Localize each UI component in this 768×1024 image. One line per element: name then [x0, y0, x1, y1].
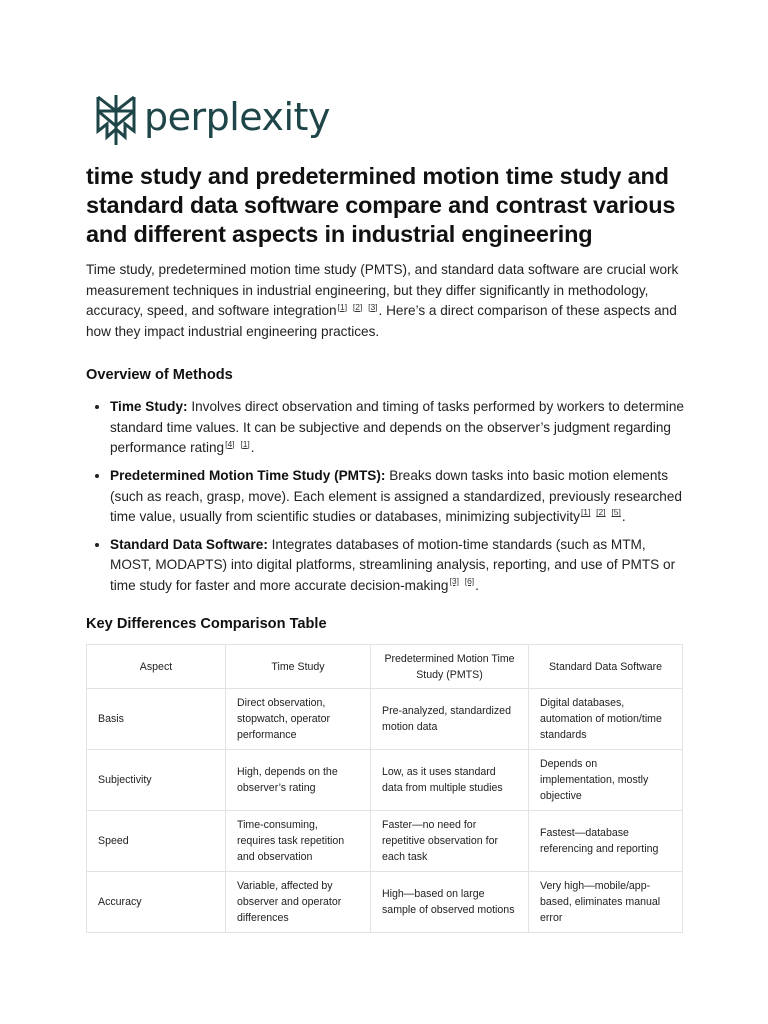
citation-link[interactable]: [3] — [368, 301, 378, 312]
sentence-end: . — [250, 440, 255, 456]
page-title: time study and predetermined motion time study and standard data software compare and contrast various and different aspects in industrial engineering — [86, 163, 676, 247]
table-header-row — [87, 645, 683, 689]
comparison-heading: Key Differences Comparison Table — [86, 616, 327, 633]
sentence-end: . — [475, 577, 479, 593]
citation-link[interactable]: [4] — [225, 438, 235, 449]
table-row — [87, 750, 683, 811]
table-cell: Pre-analyzed, standardized motion data — [371, 689, 529, 750]
citation-link[interactable]: [1] — [580, 507, 591, 518]
table-cell: Very high—mobile/app-based, eliminates manual error — [529, 872, 683, 933]
citation-link[interactable]: [1] — [240, 438, 250, 449]
table-cell: High—based on large sample of observed motions — [371, 872, 529, 933]
column-header: Aspect — [87, 645, 226, 689]
citation-link[interactable]: [6] — [464, 576, 475, 587]
citation-link[interactable]: [2] — [596, 507, 606, 518]
table-cell: Time-consuming, requires task repetition and observation — [226, 811, 371, 872]
methods-list — [86, 397, 686, 596]
list-item — [110, 397, 686, 458]
table-cell: Speed — [87, 811, 226, 872]
column-header: Predetermined Motion Time Study (PMTS) — [371, 645, 529, 689]
citation-link[interactable]: [2] — [352, 301, 363, 312]
answer-content — [86, 162, 686, 933]
perplexity-logo-icon — [94, 93, 138, 147]
table-cell: Fastest—database referencing and reporting — [529, 811, 683, 872]
table-cell: Faster—no need for repetitive observation for each task — [371, 811, 529, 872]
list-item — [110, 466, 686, 527]
list-item — [110, 535, 686, 596]
column-header: Standard Data Software — [529, 645, 683, 689]
method-description: Involves direct observation and timing of tasks performed by workers to determine standard time values. It can be subjective and depends on the observer’s judgment regarding performance rating — [110, 399, 684, 456]
table-row — [87, 872, 683, 933]
table-cell: Direct observation, stopwatch, operator performance — [226, 689, 371, 750]
sentence-end: . — [621, 508, 626, 524]
table-cell: Accuracy — [87, 872, 226, 933]
intro-text: Time study, predetermined motion time study (PMTS), and standard data software are crucial work measurement techniques in industrial engineering, but they differ significantly in methodology, accuracy, speed, and software integration — [86, 262, 679, 319]
comparison-table — [86, 644, 683, 933]
table-cell: Variable, affected by observer and operator differences — [226, 872, 371, 933]
method-description: Integrates databases of motion-time standards (such as MTM, MOST, MODAPTS) into digital platforms, streamlining analysis, reporting, and use of PMTS or time study for faster and more accurate decision-making — [110, 536, 676, 593]
table-row — [87, 811, 683, 872]
method-term: Time Study: — [110, 399, 188, 415]
table-cell: Low, as it uses standard data from multiple studies — [371, 750, 529, 811]
table-cell: Digital databases, automation of motion/time standards — [529, 689, 683, 750]
intro-paragraph — [86, 260, 686, 342]
perplexity-logo — [94, 93, 330, 147]
table-cell: Subjectivity — [87, 750, 226, 811]
method-term: Standard Data Software: — [110, 536, 268, 552]
method-description: Breaks down tasks into basic motion elements (such as reach, grasp, move). Each element is assigned a standardized, previously researched time value, usually from scientific studies or databases, minimizing subjectivity — [110, 468, 682, 524]
table-cell: Depends on implementation, mostly objective — [529, 750, 683, 811]
column-header: Time Study — [226, 645, 371, 689]
citation-link[interactable]: [1] — [337, 301, 348, 312]
method-term: Predetermined Motion Time Study (PMTS): — [110, 468, 386, 484]
table-cell: Basis — [87, 689, 226, 750]
brand-name: perplexity — [144, 95, 330, 139]
citation-link[interactable]: [5] — [611, 507, 621, 518]
table-row — [87, 689, 683, 750]
citation-link[interactable]: [3] — [449, 576, 459, 587]
overview-heading: Overview of Methods — [86, 367, 233, 384]
intro-text-end: . Here’s a direct comparison of these aspects and how they impact industrial engineering practices. — [86, 303, 677, 339]
table-cell: High, depends on the observer’s rating — [226, 750, 371, 811]
